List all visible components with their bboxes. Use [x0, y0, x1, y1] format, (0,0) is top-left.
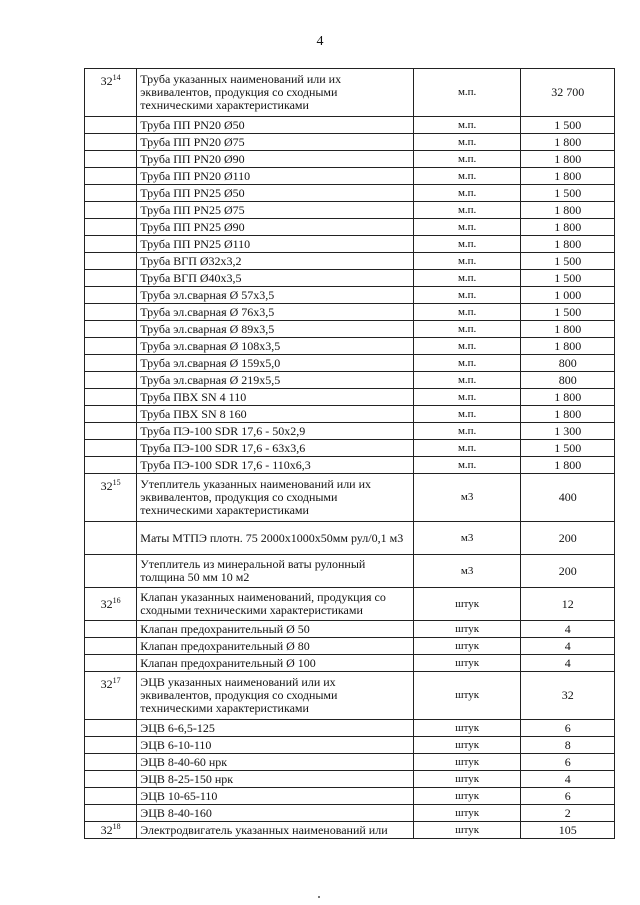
item-unit: штук [413, 621, 521, 638]
table-row [85, 555, 615, 588]
item-name: ЭЦВ 10-65-110 [137, 788, 414, 805]
item-number-cell [85, 372, 137, 389]
item-number-cell [85, 655, 137, 672]
item-unit: штук [413, 720, 521, 737]
table-row [85, 236, 615, 253]
item-name: ЭЦВ 6-10-110 [137, 737, 414, 754]
table-row [85, 822, 615, 839]
item-name: Труба ПЭ-100 SDR 17,6 - 110х6,3 [137, 457, 414, 474]
item-unit: штук [413, 822, 521, 839]
item-unit: м3 [413, 522, 521, 555]
item-name: Труба эл.сварная Ø 108х3,5 [137, 338, 414, 355]
item-number-cell [85, 117, 137, 134]
table-row [85, 754, 615, 771]
item-number-cell [85, 304, 137, 321]
table-row [85, 805, 615, 822]
item-name: Труба ПП PN25 Ø110 [137, 236, 414, 253]
table-row [85, 202, 615, 219]
item-unit: м.п. [413, 287, 521, 304]
item-number-cell [85, 423, 137, 440]
item-name: Труба ПП PN20 Ø75 [137, 134, 414, 151]
table-row [85, 355, 615, 372]
item-unit: штук [413, 805, 521, 822]
item-quantity: 6 [521, 788, 615, 805]
item-number-cell [85, 788, 137, 805]
table-row [85, 406, 615, 423]
item-number-cell [85, 720, 137, 737]
item-number-cell [85, 638, 137, 655]
item-name: Маты МТПЭ плотн. 75 2000х1000х50мм рул/0,1 м3 [137, 522, 414, 555]
item-unit: м.п. [413, 202, 521, 219]
item-name: Клапан предохранительный Ø 100 [137, 655, 414, 672]
item-name: Труба эл.сварная Ø 89х3,5 [137, 321, 414, 338]
item-number-cell [85, 236, 137, 253]
item-quantity: 1 800 [521, 338, 615, 355]
table-row [85, 270, 615, 287]
table-row [85, 457, 615, 474]
table-row [85, 389, 615, 406]
table-row [85, 117, 615, 134]
item-number-cell [85, 185, 137, 202]
item-name: Труба эл.сварная Ø 219х5,5 [137, 372, 414, 389]
item-name: Труба эл.сварная Ø 159х5,0 [137, 355, 414, 372]
table-row [85, 372, 615, 389]
item-number: 32 [100, 596, 113, 611]
item-unit: м3 [413, 474, 521, 522]
item-name: Утеплитель из минеральной ваты рулонный толщина 50 мм 10 м2 [137, 555, 414, 588]
item-number-cell [85, 355, 137, 372]
table-row [85, 720, 615, 737]
item-unit: м.п. [413, 457, 521, 474]
item-quantity: 1 800 [521, 202, 615, 219]
item-number-cell [85, 253, 137, 270]
table-row [85, 474, 615, 522]
item-unit: штук [413, 638, 521, 655]
table-row [85, 522, 615, 555]
item-unit: м.п. [413, 117, 521, 134]
item-unit: м.п. [413, 69, 521, 117]
item-quantity: 4 [521, 621, 615, 638]
item-name: Труба ПВХ SN 4 110 [137, 389, 414, 406]
table-row [85, 304, 615, 321]
item-number-superscript: 16 [112, 595, 121, 605]
item-quantity: 1 800 [521, 457, 615, 474]
item-name: Электродвигатель указанных наименований или [137, 822, 414, 839]
item-number-cell [85, 737, 137, 754]
item-unit: м.п. [413, 270, 521, 287]
table-row [85, 588, 615, 621]
table-row [85, 440, 615, 457]
item-quantity: 1 500 [521, 304, 615, 321]
table-row [85, 134, 615, 151]
item-quantity: 6 [521, 754, 615, 771]
table-row [85, 168, 615, 185]
item-number-cell [85, 771, 137, 788]
item-name: Клапан предохранительный Ø 80 [137, 638, 414, 655]
item-number-cell [85, 672, 137, 720]
item-name: ЭЦВ 8-40-160 [137, 805, 414, 822]
item-name: Труба ПЭ-100 SDR 17,6 - 63х3,6 [137, 440, 414, 457]
item-name: Труба эл.сварная Ø 76х3,5 [137, 304, 414, 321]
item-unit: м.п. [413, 372, 521, 389]
item-unit: м.п. [413, 389, 521, 406]
goods-table-body [85, 69, 615, 839]
goods-table [84, 68, 615, 839]
item-name: Утеплитель указанных наименований или их эквивалентов, продукция со сходными техническими характеристиками [137, 474, 414, 522]
item-quantity: 8 [521, 737, 615, 754]
item-number-cell [85, 754, 137, 771]
item-number-cell [85, 555, 137, 588]
item-number-cell [85, 134, 137, 151]
item-number-cell [85, 406, 137, 423]
table-row [85, 69, 615, 117]
item-unit: м.п. [413, 321, 521, 338]
item-number-cell [85, 588, 137, 621]
item-name: Труба ВГП Ø32х3,2 [137, 253, 414, 270]
item-name: Труба ПВХ SN 8 160 [137, 406, 414, 423]
item-number-superscript: 17 [112, 676, 121, 685]
item-unit: м3 [413, 555, 521, 588]
item-quantity: 1 500 [521, 117, 615, 134]
table-row [85, 655, 615, 672]
item-unit: м.п. [413, 304, 521, 321]
item-number-cell [85, 474, 137, 522]
item-unit: м.п. [413, 406, 521, 423]
item-number-cell [85, 440, 137, 457]
item-number-cell [85, 805, 137, 822]
item-number-superscript: 15 [112, 478, 121, 487]
item-number: 32 [100, 677, 113, 691]
item-quantity: 1 800 [521, 151, 615, 168]
item-quantity: 4 [521, 655, 615, 672]
table-row [85, 788, 615, 805]
item-name: ЭЦВ указанных наименований или их эквивалентов, продукция со сходными техническими характеристиками [137, 672, 414, 720]
item-unit: м.п. [413, 355, 521, 372]
item-name: Труба эл.сварная Ø 57х3,5 [137, 287, 414, 304]
item-name: ЭЦВ 8-40-60 нрк [137, 754, 414, 771]
item-unit: штук [413, 788, 521, 805]
item-number-cell [85, 69, 137, 117]
item-unit: штук [413, 655, 521, 672]
item-unit: м.п. [413, 134, 521, 151]
item-number-cell [85, 270, 137, 287]
item-name: Труба ВГП Ø40х3,5 [137, 270, 414, 287]
item-name: Клапан указанных наименований, продукция со сходными техническими характеристиками [137, 588, 414, 621]
item-quantity: 400 [521, 474, 615, 522]
item-unit: штук [413, 588, 521, 621]
page-number: 4 [316, 34, 324, 49]
item-quantity: 105 [521, 822, 615, 839]
item-number-cell [85, 338, 137, 355]
item-number-cell [85, 457, 137, 474]
item-quantity: 1 800 [521, 168, 615, 185]
table-row [85, 423, 615, 440]
item-name: Труба ПЭ-100 SDR 17,6 - 50х2,9 [137, 423, 414, 440]
item-name: ЭЦВ 6-6,5-125 [137, 720, 414, 737]
item-quantity: 1 800 [521, 389, 615, 406]
item-name: Труба ПП PN25 Ø75 [137, 202, 414, 219]
item-number-cell [85, 822, 137, 839]
item-quantity: 4 [521, 638, 615, 655]
item-number: 32 [100, 479, 113, 493]
item-number-superscript: 18 [112, 821, 121, 831]
table-row [85, 737, 615, 754]
item-unit: штук [413, 771, 521, 788]
table-row [85, 638, 615, 655]
item-unit: м.п. [413, 151, 521, 168]
table-row [85, 185, 615, 202]
item-unit: штук [413, 737, 521, 754]
item-number-cell [85, 621, 137, 638]
item-quantity: 1 800 [521, 134, 615, 151]
table-row [85, 253, 615, 270]
item-number-cell [85, 202, 137, 219]
item-unit: штук [413, 672, 521, 720]
item-unit: штук [413, 754, 521, 771]
item-name: Труба ПП PN20 Ø90 [137, 151, 414, 168]
item-quantity: 32 [521, 672, 615, 720]
item-number-cell [85, 151, 137, 168]
table-row [85, 151, 615, 168]
item-number-cell [85, 219, 137, 236]
table-row [85, 771, 615, 788]
item-unit: м.п. [413, 440, 521, 457]
item-quantity: 200 [521, 522, 615, 555]
item-unit: м.п. [413, 219, 521, 236]
item-number-cell [85, 168, 137, 185]
item-quantity: 1 500 [521, 185, 615, 202]
item-unit: м.п. [413, 236, 521, 253]
item-quantity: 800 [521, 355, 615, 372]
item-name: Труба ПП PN25 Ø90 [137, 219, 414, 236]
item-quantity: 6 [521, 720, 615, 737]
item-unit: м.п. [413, 168, 521, 185]
item-number-cell [85, 389, 137, 406]
item-number: 32 [100, 74, 113, 88]
item-quantity: 1 500 [521, 253, 615, 270]
table-row [85, 672, 615, 720]
item-unit: м.п. [413, 185, 521, 202]
table-row [85, 321, 615, 338]
item-quantity: 1 500 [521, 440, 615, 457]
item-unit: м.п. [413, 253, 521, 270]
item-quantity: 1 800 [521, 321, 615, 338]
item-name: Труба ПП PN20 Ø110 [137, 168, 414, 185]
item-name: ЭЦВ 8-25-150 нрк [137, 771, 414, 788]
item-number: 32 [100, 822, 113, 837]
item-quantity: 1 800 [521, 406, 615, 423]
item-name: Клапан предохранительный Ø 50 [137, 621, 414, 638]
table-row [85, 338, 615, 355]
item-number-superscript: 14 [112, 73, 121, 82]
scan-speck [318, 896, 320, 898]
item-quantity: 1 300 [521, 423, 615, 440]
item-quantity: 1 500 [521, 270, 615, 287]
item-name: Труба ПП PN25 Ø50 [137, 185, 414, 202]
item-number-cell [85, 321, 137, 338]
item-quantity: 200 [521, 555, 615, 588]
item-quantity: 2 [521, 805, 615, 822]
item-unit: м.п. [413, 338, 521, 355]
item-quantity: 1 000 [521, 287, 615, 304]
item-quantity: 12 [521, 588, 615, 621]
item-quantity: 1 800 [521, 219, 615, 236]
item-quantity: 800 [521, 372, 615, 389]
table-row [85, 287, 615, 304]
item-quantity: 1 800 [521, 236, 615, 253]
item-quantity: 32 700 [521, 69, 615, 117]
item-name: Труба указанных наименований или их эквивалентов, продукция со сходными техническими характеристиками [137, 69, 414, 117]
item-name: Труба ПП PN20 Ø50 [137, 117, 414, 134]
item-unit: м.п. [413, 423, 521, 440]
item-quantity: 4 [521, 771, 615, 788]
item-number-cell [85, 287, 137, 304]
table-row [85, 219, 615, 236]
item-number-cell [85, 522, 137, 555]
table-row [85, 621, 615, 638]
